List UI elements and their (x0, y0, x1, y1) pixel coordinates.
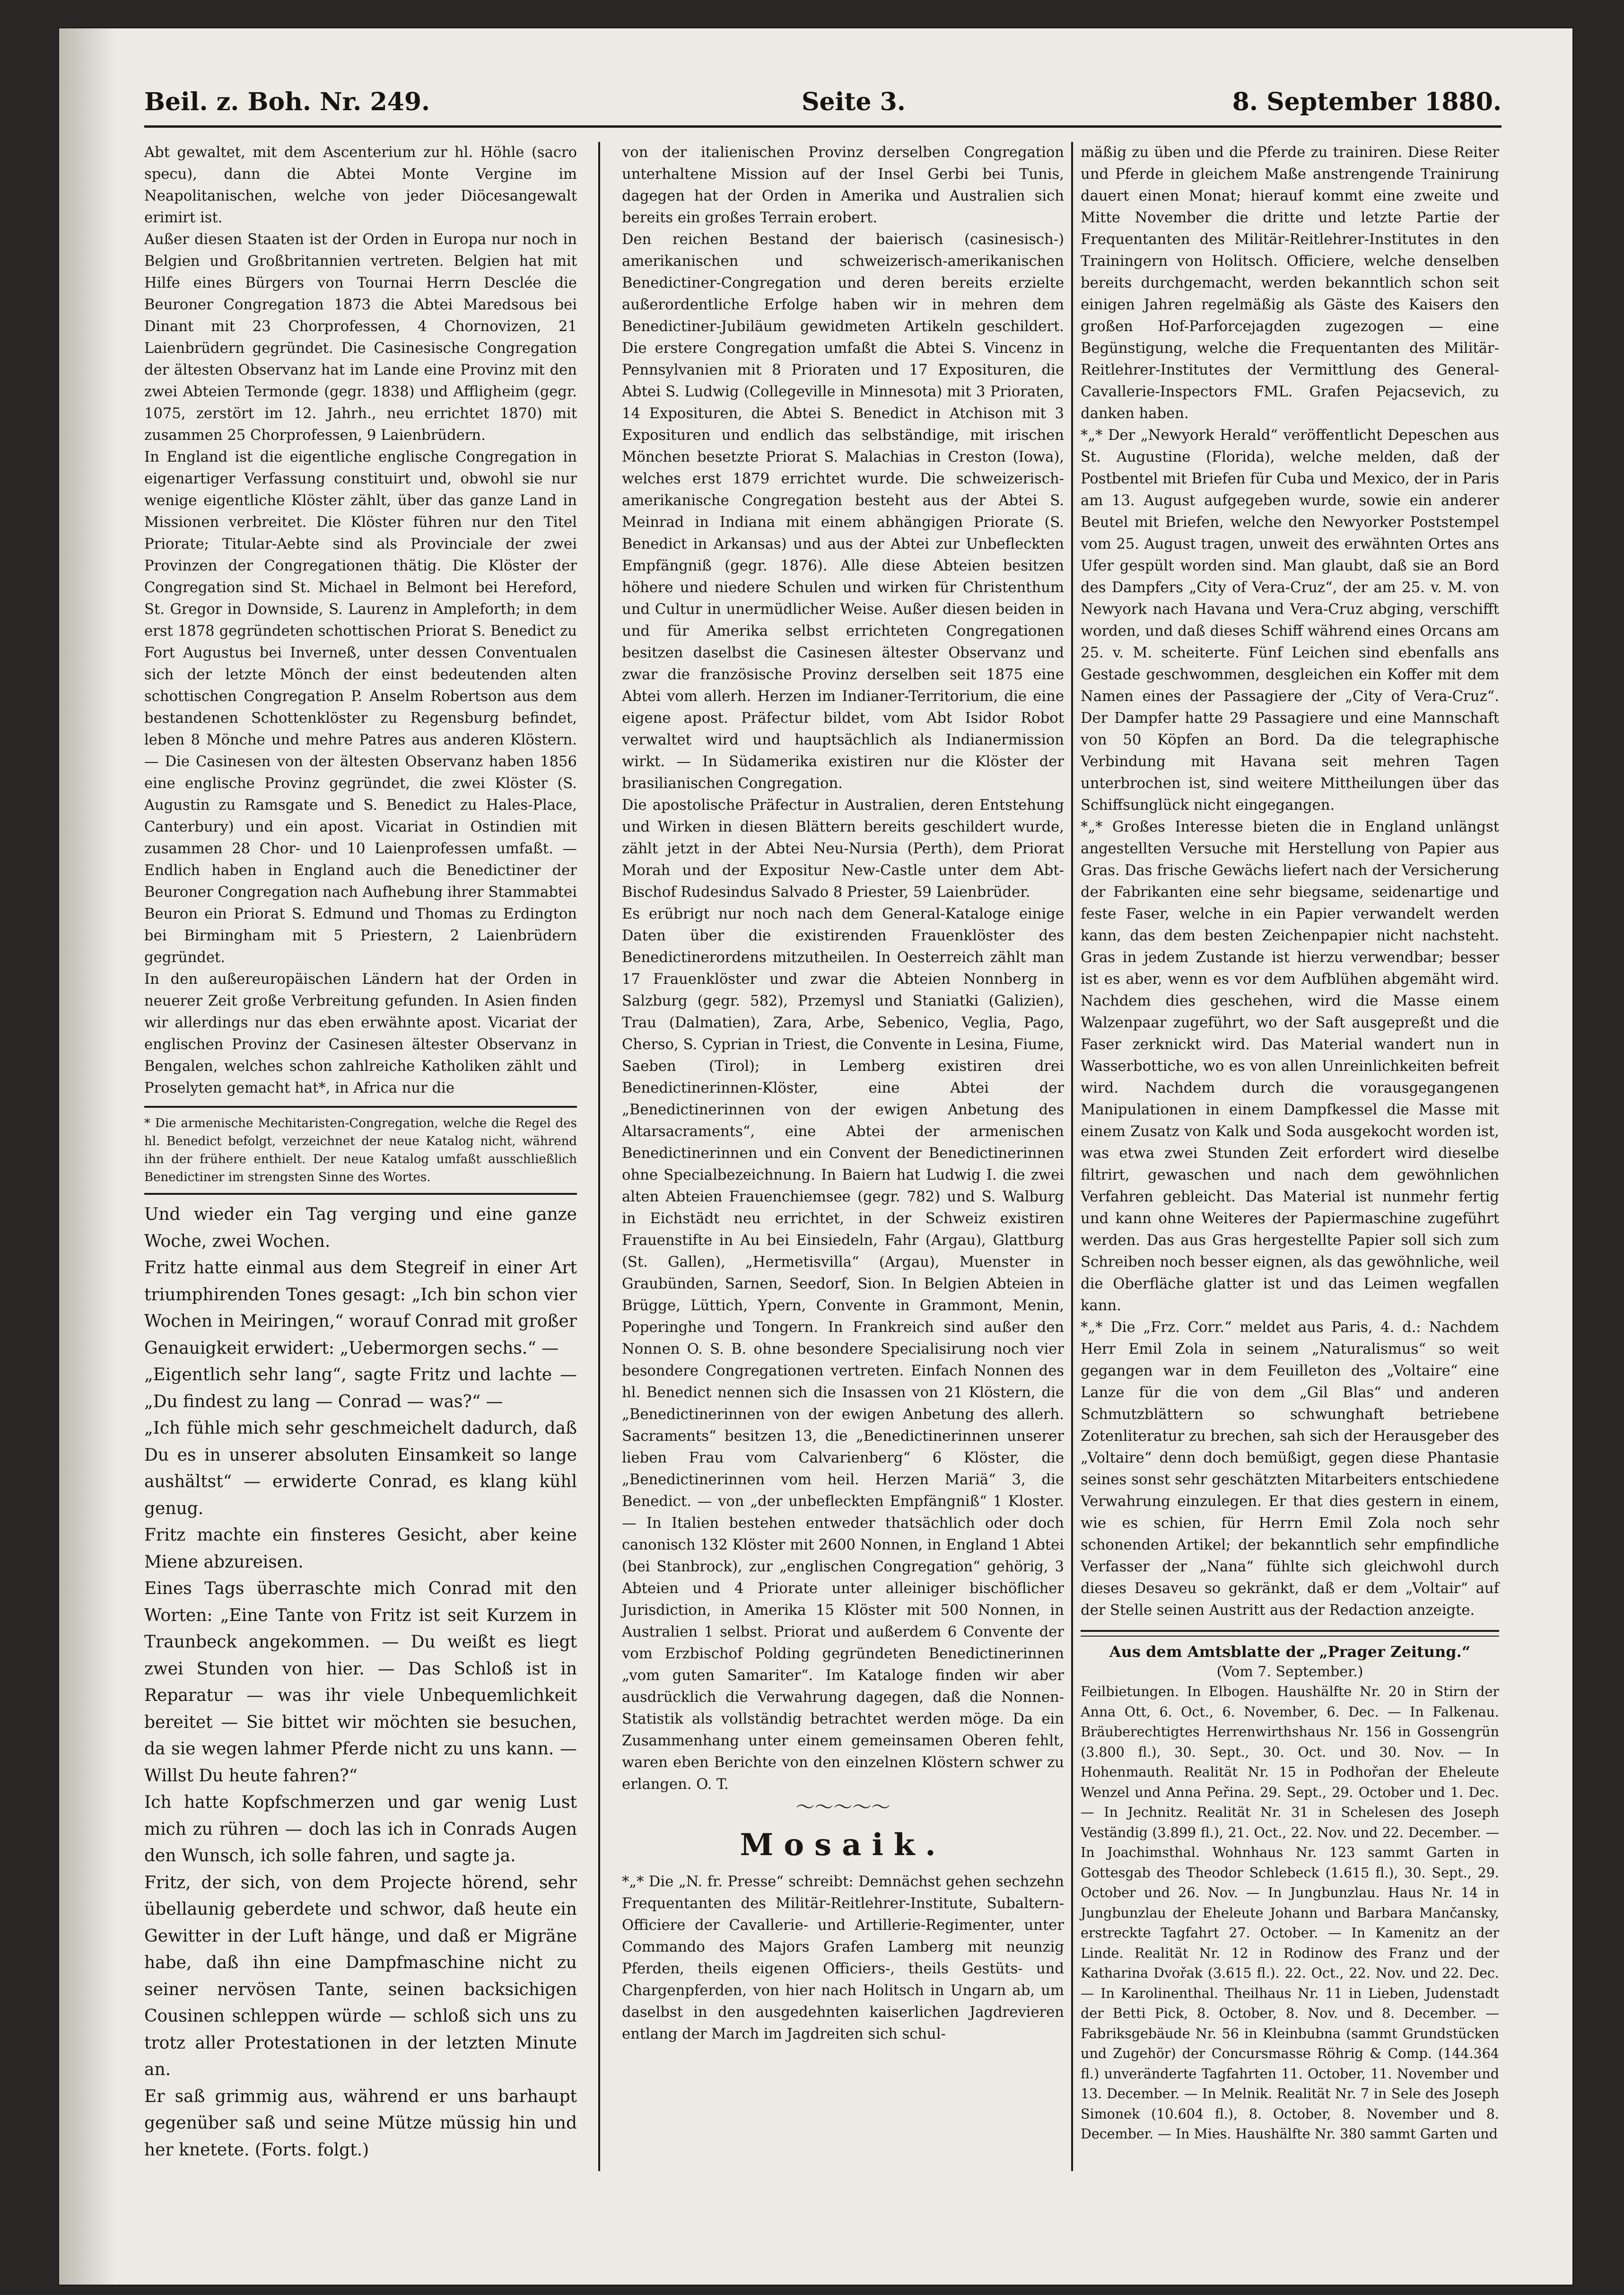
header-page-number: Seite 3. (802, 88, 906, 116)
mosaik-heading: Mosaik. (740, 1827, 946, 1863)
footnote: * Die armenische Mechitaristen-Congregation, welche die Regel des hl. Benedict befolgt, verzeichnet der neue Katalog nicht, während ihn der frühere enthielt. Der neue Katalog umfaßt ausschließlich Benedictiner im strengsten Sinne des Wortes. (144, 1116, 577, 1184)
article-paragraph: Abt gewaltet, mit dem Ascenterium zur hl. Höhle (sacro specu), dann die Abtei Monte Vergine im Neapolitanischen, welche von jeder Diöcesangewalt erimirt ist. (144, 144, 577, 226)
feuilleton-story (144, 1201, 577, 2164)
article-paragraph: Es erübrigt nur noch nach dem General-Kataloge einige Daten über die existirenden Frauenklöster des Benedictinerordens mitzutheilen. In Oesterreich zählt man 17 Frauenklöster und zwar die Abteien Nonnberg in Salzburg (gegr. 582), Przemysl und Staniatki (Galizien), Trau (Dalmatien), Zara, Arbe, Sebenico, Veglia, Pago, Cherso, S. Cyprian in Triest, die Convente in Lesina, Fiume, Saeben (Tirol); in Lemberg existiren drei Benedictinerinnen-Klöster, eine Abtei der „Benedictinerinnen von der ewigen Anbetung des Altarsacraments“, eine Abtei der armenischen Benedictinerinnen und ein Convent der Benedictinerinnen ohne Specialbezeichnung. In Baiern hat Ludwig I. die zwei alten Abteien Frauenchiemsee (gegr. 782) und S. Walburg in Eichstädt neu errichtet, in der Schweiz existiren Frauenstifte in Au bei Einsiedeln, Fahr (Argau), Glattburg (St. Gallen), „Hermetisvilla“ (Argau), Muenster in Graubünden, Sarnen, Seedorf, Sion. In Belgien Abteien in Brügge, Lüttich, Ypern, Convente in Grammont, Menin, Poperinghe und Tongern. In Frankreich sind außer den Nonnen O. S. B. ohne besondere Specialisirung noch vier besondere Congregationen vertreten. Einfach Nonnen des hl. Benedict nennen sich die Insassen von 21 Klöstern, die „Benedictinerinnen von der ewigen Anbetung des allerh. Sacraments“ besitzen 13, die „Benedictinerinnen unserer lieben Frau vom Calvarienberg“ 6 Klöster, die „Benedictinerinnen vom heil. Herzen Mariä“ 3, die Benedict. — von „der unbefleckten Empfängniß“ 1 Kloster. — In Italien bestehen entweder thatsächlich oder doch canonisch 132 Klöster mit 2600 Nonnen, in England 1 Abtei (bei Stanbrock), zur „englischen Congregation“ gehörig, 3 Abteien und 4 Priorate unter alleiniger bischöflicher Jurisdiction, in Amerika 15 Klöster mit 500 Nonnen, in Australien 1 selbst. Priorat und außerdem 6 Convente der vom Erzbischof Polding gegründeten Benedictinerinnen „vom guten Samariter“. Im Kataloge finden wir aber ausdrücklich die Verwahrung dagegen, daß die Nonnen-Statistik als vollständig betrachtet werden möge. Da ein Zusammenhang unter einem gemeinsamen Oberen fehlt, waren eben Berichte von den einzelnen Klöstern schwer zu erlangen. O. T. (622, 906, 1064, 1793)
amtsblatt-divider (1081, 1630, 1499, 1637)
story-paragraph: Ich hatte Kopfschmerzen und gar wenig Lust mich zu rühren — doch las ich in Conrads Augen den Wunsch, ich solle fahren, und sagte ja. (144, 1793, 577, 1866)
amtsblatt-date: (Vom 7. September.) (1216, 1664, 1363, 1680)
feuilleton-divider (144, 1193, 577, 1195)
page-header (144, 83, 1502, 128)
article-paragraph: *„* Großes Interesse bieten die in England unlängst angestellten Versuche mit Herstellung von Papier aus Gras. Das frische Gewächs liefert nach der Versicherung der Fabrikanten eine sehr biegsame, seidenartige und feste Faser, welche in ein Papier verwandelt werden kann, das dem besten Zeichenpapier nicht nachsteht. Gras in jedem Zustande ist hierzu verwendbar; besser ist es aber, wenn es vor dem Aufblühen abgemäht wird. Nachdem dies geschehen, wird die Masse einem Walzenpaar zugeführt, wo der Saft ausgepreßt und die Faser zerknickt wird. Das Material wandert nun in Wasserbottiche, wo es von allen Unreinlichkeiten befreit wird. Nachdem durch die vorausgegangenen Manipulationen in einem Dampfkessel die Masse mit einem Zusatz von Kalk und Soda ausgekocht worden ist, was etwa zwei Stunden Zeit erfordert wird dieselbe filtrirt, gewaschen und nach dem gewöhnlichen Verfahren gebleicht. Das Material ist nunmehr fertig und kann ohne Weiteres der Papiermaschine zugeführt werden. Das aus Gras hergestellte Papier soll sich zum Schreiben noch besser eignen, als das gewöhnliche, weil die Oberfläche glatter ist und das Leimen wegfallen kann. (1081, 819, 1499, 1314)
article-paragraph: mäßig zu üben und die Pferde zu trainiren. Diese Reiter und Pferde in gleichem Maße anstrengende Trainirung dauert einen Monat; hierauf kommt eine zweite und Mitte November die dritte und letzte Partie der Frequentanten des Militär-Reitlehrer-Institutes in den Trainingern von Holitsch. Officiere, welche denselben bereits durchgemacht, werden bekanntlich schon seit einigen Jahren regelmäßig als Gäste des Kaisers den großen Hof-Parforcejagden zugezogen — eine Begünstigung, welche die Frequentanten des Militär-Reitlehrer-Institutes der Vermittlung des General-Cavallerie-Inspectors FML. Grafen Pejacsevich, zu danken haben. (1081, 144, 1499, 422)
header-issue: Beil. z. Boh. Nr. 249. (144, 88, 430, 116)
footnote-divider (144, 1106, 577, 1108)
story-paragraph: Und wieder ein Tag verging und eine ganze Woche, zwei Wochen. (144, 1205, 577, 1251)
story-paragraph: „Ich fühle mich sehr geschmeichelt dadurch, daß Du es in unserer absoluten Einsamkeit so lange aushältst“ — erwiderte Conrad, es klang kühl genug. (144, 1419, 577, 1518)
story-paragraph: Fritz machte ein finsteres Gesicht, aber keine Miene abzureisen. (144, 1525, 577, 1572)
article-paragraph: In England ist die eigentliche englische Congregation in eigenartiger Verfassung constituirt und, obwohl sie nur wenige eigentliche Klöster zählt, über das ganze Land in Missionen verbreitet. Die Klöster führen nur den Titel Priorate; Titular-Aebte sind als Provinciale der zwei Provinzen der Congregationen thätig. Die Klöster der Congregation sind St. Michael in Belmont bei Hereford, St. Gregor in Downside, S. Laurenz in Ampleforth; in dem erst 1878 gegründeten schottischen Priorat S. Benedict zu Fort Augustus bei Inverneß, unter dessen Conventualen sich der letzte Mönch der einst bedeutenden alten schottischen Congregation P. Anselm Robertson aus dem bestandenen Schottenklöster zu Regensburg befindet, leben 8 Mönche und mehre Patres aus anderen Klöstern. — Die Casinesen von der ältesten Observanz haben 1856 eine englische Provinz gegründet, die zwei Klöster (S. Augustin zu Ramsgate und S. Benedict zu Hales-Place, Canterbury) und ein apost. Vicariat in Ostindien mit zusammen 28 Chor- und 10 Laienprofessen umfaßt. — Endlich haben in England auch die Benedictiner der Beuroner Congregation nach Aufhebung ihrer Stammabtei Beuron ein Priorat S. Edmund und Thomas zu Erdington bei Birmingham mit 5 Priestern, 2 Laienbrüdern gegründet. (144, 449, 577, 966)
story-paragraph: Eines Tags überraschte mich Conrad mit den Worten: „Eine Tante von Fritz ist seit Kurzem in Traunbeck angekommen. — Du weißt es liegt zwei Stunden von hier. — Das Schloß ist in Reparatur — was ihr viele Unbequemlichkeit bereitet — Sie bittet wir möchten sie besuchen, da sie wegen lahmer Pferde nicht zu uns kann. — Willst Du heute fahren?“ (144, 1579, 577, 1786)
amtsblatt-heading: Aus dem Amtsblatte der „Prager Zeitung.“ (1109, 1643, 1471, 1661)
amtsblatt-paragraph: Feilbietungen. In Elbogen. Haushälfte Nr. 20 in Stirn der Anna Ott, 6. Oct., 6. November, 6. Dec. — In Falkenau. Bräuberechtigtes Herrenwirthshaus Nr. 156 in Gossengrün (3.800 fl.), 30. Sept., 30. Oct. und 30. Nov. — In Hohenmauth. Realität Nr. 15 in Podhořan der Eheleute Wenzel und Anna Peřina. 29. Sept., 29. October und 1. Dec. — In Jechnitz. Realität Nr. 31 in Schelesen des Joseph Veständig (3.899 fl.), 21. Oct., 22. Nov. und 22. December. — In Joachimsthal. Wohnhaus Nr. 123 sammt Garten in Gottesgab des Theodor Schlebeck (1.615 fl.), 30. Sept., 29. October und 26. Nov. — In Jungbunzlau. Haus Nr. 14 in Jungbunzlau der Eheleute Johann und Barbara Mančansky, erstreckte Tagfahrt 27. October. — In Kamenitz an der Linde. Realität Nr. 12 in Rodinow des Franz und der Katharina Dvořak (3.615 fl.). 22. Oct., 22. Nov. und 22. Dec. — In Karolinenthal. Theilhaus Nr. 11 in Lieben, Judenstadt der Betti Pick, 8. October, 8. Nov. und 8. December. — Fabriksgebäude Nr. 56 in Kleinbubna (sammt Grundstücken und Zugehör) der Concursmasse Röhrig & Comp. (144.364 fl.) unveränderte Tagfahrten 11. October, 11. November und 13. December. — In Melnik. Realität Nr. 7 in Sele des Joseph Simonek (10.604 fl.), 8. October, 8. November und 8. December. — In Mies. Haushälfte Nr. 380 sammt Garten und (1081, 1684, 1499, 2142)
article-paragraph: Die apostolische Präfectur in Australien, deren Entstehung und Wirken in diesen Blättern bereits geschildert wurde, zählt jetzt in der Abtei Neu-Nursia (Perth), dem Priorat Morah und der Expositur New-Castle unter dem Abt-Bischof Rudesindus Salvado 8 Priester, 59 Laienbrüder. (622, 797, 1064, 901)
article-paragraph: Den reichen Bestand der baierisch (casinesisch-) amerikanischen und schweizerisch-amerikanischen Benedictiner-Congregation und deren bereits erzielte außerordentliche Erfolge haben wir in mehren dem Benedictiner-Jubiläum gewidmeten Artikeln geschildert. Die erstere Congregation umfaßt die Abtei S. Vincenz in Pennsylvanien mit 8 Prioraten und 17 Exposituren, die Abtei S. Ludwig (Collegeville in Minnesota) mit 3 Prioraten, 14 Exposituren, die Abtei S. Benedict in Atchison mit 3 Exposituren und endlich das selbständige, mit irischen Mönchen besetzte Priorat S. Malachias in Creston (Iowa), welches erst 1879 errichtet wurde. Die schweizerisch-amerikanische Congregation besteht aus der Abtei S. Meinrad in Indiana mit einem abhängigen Priorate (S. Benedict in Arkansas) und aus der Abtei zur Unbefleckten Empfängniß (gegr. 1876). Alle diese Abteien besitzen höhere und niedere Schulen und wirken für Christenthum und Cultur in unermüdlicher Weise. Außer diesen beiden in und für Amerika selbst errichteten Congregationen besitzen daselbst die Casinesen ältester Observanz und zwar die französische Provinz derselben seit 1875 eine Abtei vom allerh. Herzen im Indianer-Territorium, die eine eigene apost. Präfectur bildet, vom Abt Isidor Robot verwaltet wird und hauptsächlich als Indianermission wirkt. — In Südamerika existiren nur die Klöster der brasilianischen Congregation. (622, 231, 1064, 792)
article-paragraph: In den außereuropäischen Ländern hat der Orden in neuerer Zeit große Verbreitung gefunden. In Asien finden wir allerdings nur das eben erwähnte apost. Vicariat der englischen Provinz der Casinesen ältester Observanz in Bengalen, welches schon zahlreiche Katholiken zählt und Proselyten gemacht hat*, in Africa nur die (144, 971, 577, 1096)
column-rule-2 (1071, 142, 1073, 2171)
article-paragraph: von der italienischen Provinz derselben Congregation unterhaltene Mission auf der Insel Gerbi bei Tunis, dagegen hat der Orden in Amerika und Australien sich bereits ein großes Terrain erobert. (622, 144, 1064, 226)
newspaper-page (59, 28, 1572, 2285)
story-paragraph: Fritz hatte einmal aus dem Stegreif in einer Art triumphirenden Tones gesagt: „Ich bin schon vier Wochen in Meiringen,“ worauf Conrad mit großer Genauigkeit erwidert: „Uebermorgen sechs.“ — (144, 1258, 577, 1358)
article-paragraph: Außer diesen Staaten ist der Orden in Europa nur noch in Belgien und Großbritannien vertreten. Belgien hat mit Hilfe eines Bürgers von Tournai Herrn Desclée die Beuroner Congregation 1873 die Abtei Maredsous bei Dinant mit 23 Chorprofessen, 4 Chornovizen, 21 Laienbrüdern gegründet. Die Casinesische Congregation der ältesten Observanz hat im Lande eine Provinz mit den zwei Abteien Termonde (gegr. 1838) und Affligheim (gegr. 1075, zerstört im 12. Jahrh., neu errichtet 1870) mit zusammen 25 Chorprofessen, 9 Laienbrüdern. (144, 231, 577, 444)
amtsblatt-section (1081, 1682, 1499, 2145)
article-paragraph: *„* Der „Newyork Herald“ veröffentlicht Depeschen aus St. Augustine (Florida), welche melden, daß der Postbentel mit Briefen für Cuba und Mexico, der in Paris am 13. August aufgegeben wurde, sowie ein anderer Beutel mit Briefen, welche den Newyorker Poststempel vom 25. August tragen, unweit des erwähnten Ortes ans Ufer gespült worden sind. Man glaubt, daß sie an Bord des Dampfers „City of Vera-Cruz“, der am 25. v. M. von Newyork nach Havana und Vera-Cruz abging, verschifft worden, und daß dieses Schiff während eines Orcans am 25. v. M. scheiterte. Fünf Leichen sind ebenfalls ans Gestade geschwommen, desgleichen ein Koffer mit dem Namen eines der Passagiere der „City of Vera-Cruz“. Der Dampfer hatte 29 Passagiere und eine Mannschaft von 50 Köpfen an Bord. Da die telegraphische Verbindung mit Havana seit mehren Tagen unterbrochen ist, sind weitere Mittheilungen über das Schiffsunglück nicht eingegangen. (1081, 427, 1499, 814)
mosaik-paragraph: *„* Die „N. fr. Presse“ schreibt: Demnächst gehen sechzehn Frequentanten des Militär-Reitlehrer-Institute, Subaltern-Officiere der Cavallerie- und Artillerie-Regimenter, unter Commando des Majors Grafen Lamberg mit neunzig Pferden, theils eigenen Officiers-, theils Gestüts- und Chargenpferden, von hier nach Holitsch in Ungarn ab, um daselbst in den ausgedehnten kaiserlichen Jagdrevieren entlang der March im Jagdreiten sich schul- (622, 1874, 1064, 2042)
article-paragraph: *„* Die „Frz. Corr.“ meldet aus Paris, 4. d.: Nachdem Herr Emil Zola in seinem „Naturalismus“ so weit gegangen war in dem Feuilleton des „Voltaire“ eine Lanze für die von dem „Gil Blas“ und anderen Schmutzblättern so schwunghaft betriebene Zotenliteratur zu brechen, sah sich der Herausgeber des „Voltaire“ denn doch bemüßigt, gegen diese Phantasie seines sonst sehr geschätzten Mitarbeiters entschiedene Verwahrung einzulegen. Er that dies gestern in einem, wie es schien, für Herrn Emil Zola noch sehr schonenden Artikel; der bekanntlich sehr empfindliche Verfasser der „Nana“ fühlte sich gleichwohl durch dieses Desaveu so gekränkt, daß er dem „Voltair“ auf der Stelle seinen Austritt aus der Redaction anzeigte. (1081, 1319, 1499, 1619)
column-rule-1 (598, 142, 600, 2171)
story-paragraph: Er saß grimmig aus, während er uns barhaupt gegenüber saß und seine Mütze müssig hin und her knetete. (Forts. folgt.) (144, 2086, 577, 2160)
section-ornament: 〜〜〜〜〜 (795, 1796, 891, 1818)
column-3 (1081, 142, 1499, 2145)
header-date: 8. September 1880. (1232, 88, 1502, 116)
column-2 (622, 142, 1064, 2045)
story-paragraph: Fritz, der sich, von dem Projecte hörend, sehr übellaunig geberdete und schwor, daß heute ein Gewitter in der Luft hänge, und daß er Migräne habe, daß ihn eine Dampfmaschine nicht zu seiner nervösen Tante, seinen backsichigen Cousinen schleppen würde — schloß sich uns zu trotz aller Protestationen in der letzten Minute an. (144, 1873, 577, 2079)
column-1 (144, 142, 577, 2164)
story-paragraph: „Eigentlich sehr lang“, sagte Fritz und lachte — „Du findest zu lang — Conrad — was?“ — (144, 1365, 577, 1411)
page-gutter-shadow (59, 28, 116, 2285)
